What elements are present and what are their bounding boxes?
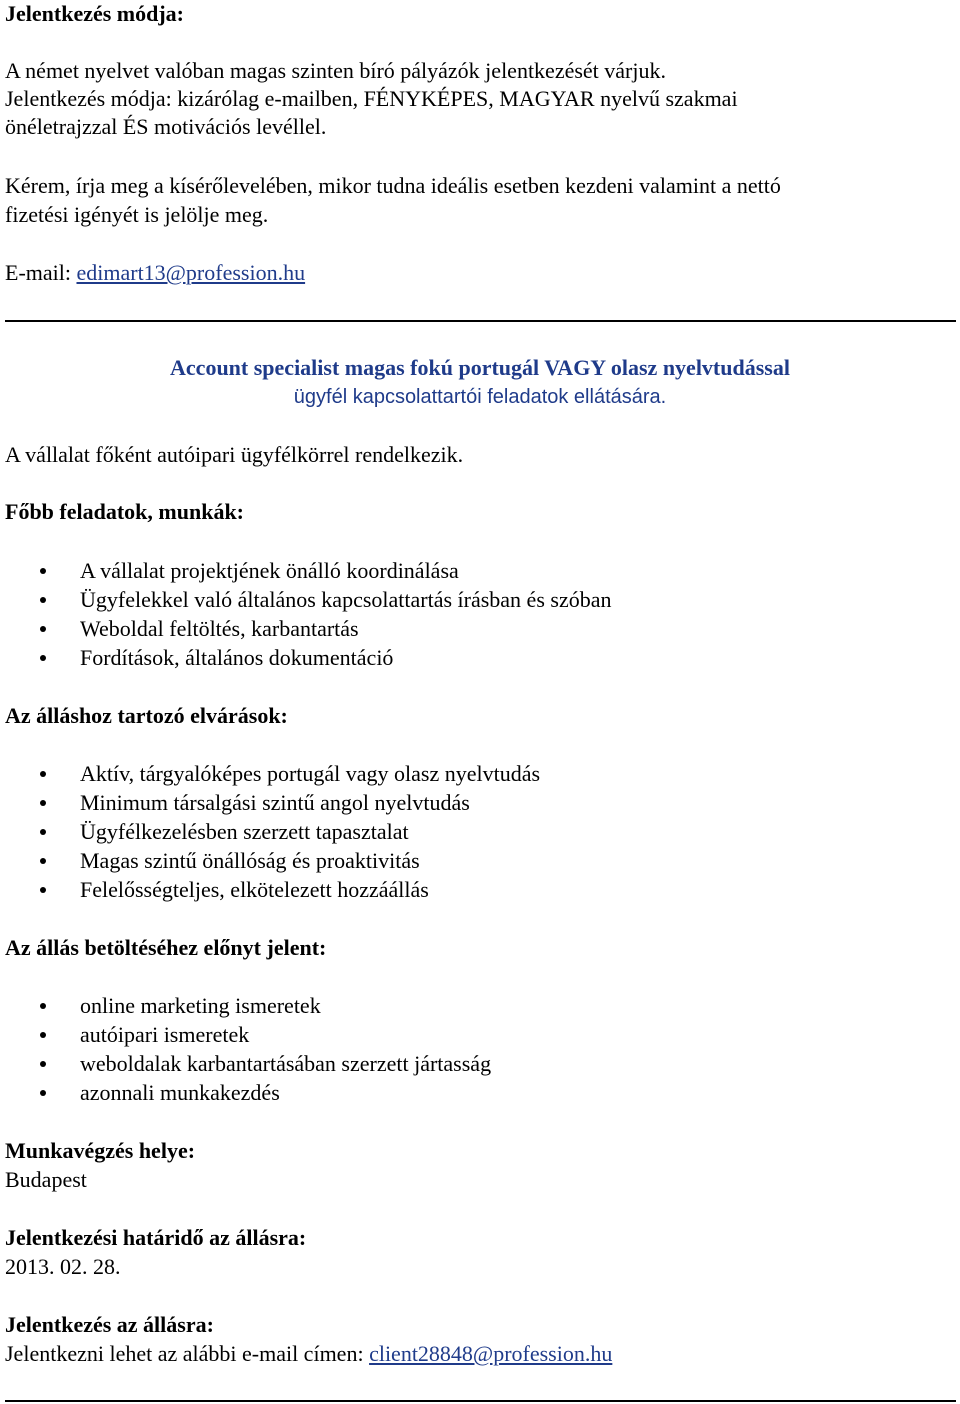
bullet-icon (40, 771, 46, 777)
list-item: autóipari ismeretek (0, 1020, 491, 1049)
bullet-icon (40, 1032, 46, 1038)
apply-method-line-5: fizetési igényét is jelölje meg. (5, 202, 269, 227)
bullet-icon (40, 626, 46, 632)
bullet-icon (40, 597, 46, 603)
list-item: Weboldal feltöltés, karbantartás (0, 614, 611, 643)
email-link[interactable]: edimart13@profession.hu (76, 260, 306, 285)
list-item: online marketing ismeretek (0, 991, 491, 1020)
apply-email-link[interactable]: client28848@profession.hu (369, 1341, 613, 1366)
requirements-list (0, 759, 540, 904)
bullet-icon (40, 1090, 46, 1096)
tasks-heading: Főbb feladatok, munkák: (5, 499, 245, 524)
list-item: Aktív, tárgyalóképes portugál vagy olasz nyelvtudás (0, 759, 540, 788)
advantages-heading: Az állás betöltéséhez előnyt jelent: (5, 935, 327, 960)
bullet-icon (40, 1003, 46, 1009)
job-intro: A vállalat főként autóipari ügyfélkörrel rendelkezik. (5, 442, 464, 467)
apply-row (5, 1340, 612, 1368)
list-item: Magas szintű önállóság és proaktivitás (0, 846, 540, 875)
list-item: Minimum társalgási szintű angol nyelvtudás (0, 788, 540, 817)
deadline-heading: Jelentkezési határidő az állásra: (5, 1225, 307, 1250)
email-label: E-mail: (5, 260, 77, 285)
apply-text: Jelentkezni lehet az alábbi e-mail címen: (5, 1341, 370, 1366)
advantages-list (0, 991, 491, 1107)
requirements-heading: Az álláshoz tartozó elvárások: (5, 703, 288, 728)
bullet-icon (40, 887, 46, 893)
tasks-list (0, 556, 611, 672)
job-title: Account specialist magas fokú portugál VAGY olasz nyelvtudással (170, 355, 790, 380)
list-item: azonnali munkakezdés (0, 1078, 491, 1107)
contact-email-row (5, 259, 305, 287)
list-item: A vállalat projektjének önálló koordinálása (0, 556, 611, 585)
bullet-icon (40, 1061, 46, 1067)
list-item: Felelősségteljes, elkötelezett hozzáállás (0, 875, 540, 904)
apply-method-line-1: A német nyelvet valóban magas szinten bíró pályázók jelentkezését várjuk. (5, 58, 666, 83)
list-item: Fordítások, általános dokumentáció (0, 643, 611, 672)
bullet-icon (40, 800, 46, 806)
list-item: Ügyfélkezelésben szerzett tapasztalat (0, 817, 540, 846)
divider-bottom (5, 1400, 956, 1402)
list-item: Ügyfelekkel való általános kapcsolattartás írásban és szóban (0, 585, 611, 614)
apply-method-heading: Jelentkezés módja: (5, 1, 185, 26)
apply-method-line-2: Jelentkezés módja: kizárólag e-mailben, FÉNYKÉPES, MAGYAR nyelvű szakmai (5, 86, 738, 111)
location-heading: Munkavégzés helye: (5, 1138, 196, 1163)
bullet-icon (40, 858, 46, 864)
bullet-icon (40, 568, 46, 574)
apply-method-line-4: Kérem, írja meg a kísérőlevelében, mikor tudna ideális esetben kezdeni valamint a nettó (5, 173, 781, 198)
job-subtitle: ügyfél kapcsolattartói feladatok ellátására. (293, 386, 667, 408)
divider-top (5, 320, 956, 322)
location-value: Budapest (5, 1167, 87, 1192)
apply-method-line-3: önéletrajzzal ÉS motivációs levéllel. (5, 114, 327, 139)
list-item: weboldalak karbantartásában szerzett jártasság (0, 1049, 491, 1078)
bullet-icon (40, 655, 46, 661)
apply-heading: Jelentkezés az állásra: (5, 1312, 214, 1337)
deadline-value: 2013. 02. 28. (5, 1254, 121, 1279)
bullet-icon (40, 829, 46, 835)
